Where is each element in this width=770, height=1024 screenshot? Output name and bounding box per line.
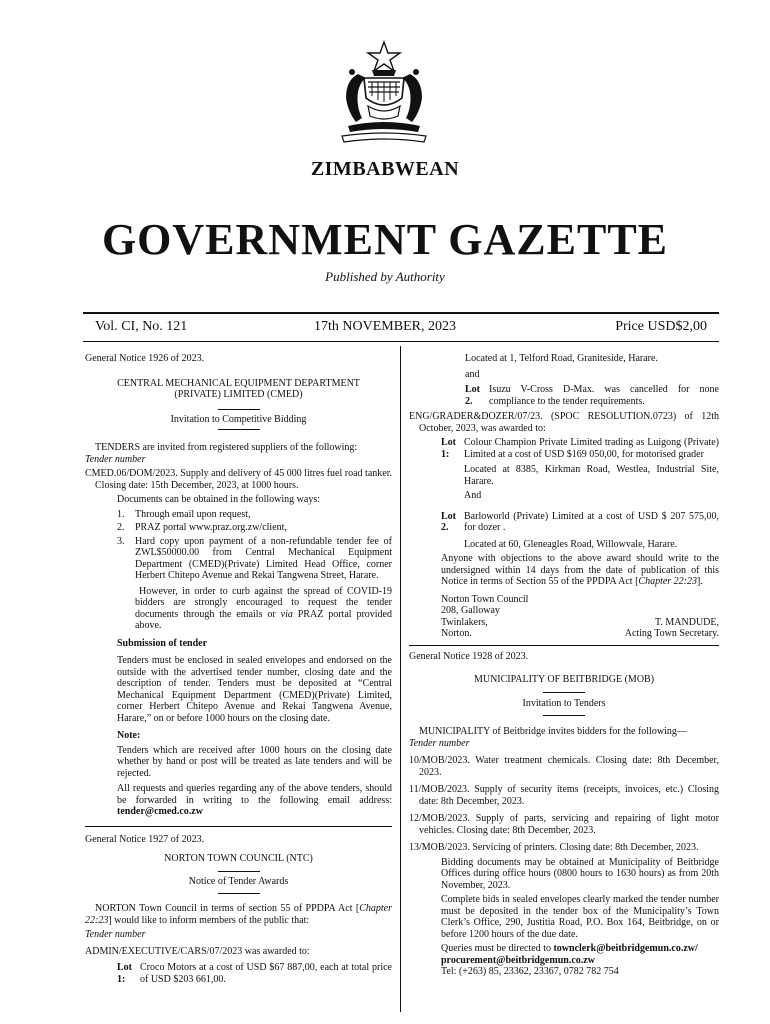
volume-number: Vol. CI, No. 121 — [95, 319, 188, 334]
lot-item — [85, 962, 392, 985]
coat-of-arms-emblem — [328, 40, 440, 152]
separator — [543, 692, 585, 693]
signature-row — [441, 617, 719, 629]
lot-item — [409, 384, 719, 407]
note-text: Tenders which are received after 1000 hours on the closing date whether by hand or post will be treated as late tenders and will be rejected. — [117, 744, 392, 779]
and-text: and — [465, 368, 480, 380]
address-line: 208, Galloway — [441, 605, 500, 616]
beitbridge-email-link[interactable]: townclerk@beitbridgemun.co.zw/ procurement@beitbridgemun.co.zw — [441, 943, 698, 966]
notice-intro: MUNICIPALITY of Beitbridge invites bidders for the following— — [419, 726, 687, 737]
notice-subheading: Invitation to Tenders — [522, 697, 606, 709]
telephone-line: Tel: (+263) 85, 23362, 23367, 0782 782 754 — [441, 966, 619, 977]
notice-intro: TENDERS are invited from registered suppliers of the following: — [95, 442, 358, 453]
notice-subheading: Notice of Tender Awards — [188, 875, 289, 887]
and-text: And — [464, 490, 482, 501]
lot-label: Lot 1: — [117, 962, 132, 985]
lot-label: Lot 1: — [441, 437, 456, 460]
separator — [218, 893, 260, 894]
separator — [543, 715, 585, 716]
tender-item: 13/MOB/2023. Servicing of printers. Closing date: 8th December, 2023. — [409, 842, 699, 853]
tender-item: ADMIN/EXECUTIVE/CARS/07/2023 was awarded to: — [85, 945, 310, 957]
list-text: Hard copy upon payment of a non-refundable tender fee of ZWL$50000.00 from Central Mechanical Equipment Department (CMED)(Private) Limited Head Office, corner Herbert Chitepo Avenue and Rekai Tangwena Street, Harare. — [135, 535, 392, 581]
notice-number: General Notice 1926 of 2023. — [85, 353, 205, 364]
lot-item — [409, 511, 719, 534]
note-heading: Note: — [117, 730, 141, 741]
separator — [218, 871, 260, 872]
queries-paragraph — [85, 783, 392, 818]
tender-item: 10/MOB/2023. Water treatment chemicals. Closing date: 8th December, 2023. — [409, 755, 719, 778]
address-line: Norton Town Council — [441, 593, 529, 605]
notice-number: General Notice 1927 of 2023. — [85, 833, 205, 845]
address-line: Norton. — [441, 628, 472, 639]
column-divider — [400, 346, 401, 1012]
list-number: 1. — [117, 508, 125, 520]
covid-paragraph — [85, 586, 392, 632]
list-number: 2. — [117, 522, 125, 533]
queries-text: All requests and queries regarding any of the above tenders, should be forwarded in writing to the following email address: — [117, 783, 392, 806]
objection-chapter: Chapter 22:23 — [638, 576, 698, 587]
notice-intro — [85, 903, 392, 926]
notice-heading: MUNICIPALITY OF BEITBRIDGE (MOB) — [473, 674, 655, 685]
lot-text: Colour Champion Private Limited trading as Luigong (Private) Limited at a cost of USD $169 050,00, for motorised grader — [464, 437, 719, 460]
objection-text: Anyone with objections to the above award should write to the undersigned within 14 days from the date of publication of this Notice in terms of Section 55 of the PPDPA Act [ — [441, 553, 719, 587]
notice-subheading: Invitation to Competitive Bidding — [170, 413, 307, 425]
signatory-name: T. MANDUDE, — [655, 616, 719, 628]
address-line: Twinlakers, — [441, 616, 488, 628]
tender-item: 12/MOB/2023. Supply of parts, servicing and repairing of light motor vehicles. Closing date: 8th December, 2023. — [409, 813, 719, 836]
lot-item — [409, 437, 719, 460]
intro-chapter: Chapter 22:23 — [85, 903, 392, 926]
gazette-title: GOVERNMENT GAZETTE — [101, 215, 669, 264]
notice-heading: NORTON TOWN COUNCIL (NTC) — [164, 853, 313, 864]
notice-number: General Notice 1928 of 2023. — [409, 650, 529, 662]
lot-text: Croco Motors at a cost of USD $67 887,00, each at total price of USD $203 661,00. — [140, 962, 392, 985]
queries-paragraph — [409, 943, 719, 966]
issue-date: 17th NOVEMBER, 2023 — [314, 319, 456, 334]
tender-email-link[interactable]: tender@cmed.co.zw — [117, 806, 203, 817]
list-number: 3. — [117, 535, 125, 547]
signature-row — [441, 628, 719, 640]
covid-text: However, in order to curb against the spread of COVID-19 bidders are strongly encouraged to request the tender documents through the emails or — [135, 585, 392, 620]
lot-location: Located at 60, Gleneagles Road, Willowvale, Harare. — [464, 538, 678, 550]
lot-location: Located at 1, Telford Road, Graniteside, Harare. — [465, 353, 658, 364]
signature-block — [409, 594, 719, 640]
separator — [218, 429, 260, 430]
intro-text: NORTON Town Council in terms of section 55 of PPDPA Act [ — [95, 903, 360, 914]
lot-label: Lot 2. — [465, 384, 480, 407]
signatory-title: Acting Town Secretary. — [624, 628, 719, 639]
notice-divider — [409, 645, 719, 646]
bidding-documents-text: Bidding documents may be obtained at Municipality of Beitbridge Offices during office hours (0800 hours to 1630 hours) as from 20th November, 2023. — [441, 856, 719, 891]
covid-text-end: PRAZ portal provided above. — [135, 608, 392, 631]
gazette-subtitle: Published by Authority — [325, 269, 445, 284]
lot-text: Isuzu V-Cross D-Max. was cancelled for none compliance to the tender requirements. — [489, 384, 719, 407]
submission-text: Tenders must be enclosed in sealed envelopes and endorsed on the outside with the advertised tender number, closing date and the description of tender. Tenders must be deposited at “Central Mechanical Equipment Department (CMED)(Private) Limited, corner Herbert Chitepo Avenue and Rekai Tangwena Avenue, Harare,” on or before 1000 hours on the closing date. — [117, 655, 392, 724]
tender-number-label: Tender number — [409, 737, 470, 749]
list-item — [85, 522, 392, 534]
header-rule-bottom — [83, 341, 719, 342]
lot-text: Barloworld (Private) Limited at a cost of USD $ 207 575,00, for dozer . — [464, 510, 719, 533]
issue-price: Price USD$2,00 — [615, 319, 707, 334]
list-text: PRAZ portal www.praz.org.zw/client, — [135, 522, 287, 533]
lot-label: Lot 2. — [441, 510, 456, 533]
tender-item: 11/MOB/2023. Supply of security items (receipts, invoices, etc.) Closing date: 8th December, 2023. — [409, 784, 719, 807]
notice-heading: CENTRAL MECHANICAL EQUIPMENT DEPARTMENT (PRIVATE) LIMITED (CMED) — [117, 377, 360, 400]
left-column — [85, 353, 392, 985]
objection-paragraph — [409, 553, 719, 588]
tender-number-label: Tender number — [85, 929, 146, 940]
complete-bids-text: Complete bids in sealed envelopes clearly marked the tender number must be deposited in the tender box of the Municipality’s Town Clerk’s Office, 290, Justitia Road, P.O. Box 164, Beitbridge, on or before 1200 hours of the due date. — [441, 894, 719, 940]
list-item — [85, 509, 392, 521]
separator — [218, 409, 260, 410]
lot-location: Located at 8385, Kirkman Road, Westlea, Industrial Site, Harare. — [464, 464, 719, 487]
covid-via: via — [280, 608, 293, 620]
documents-intro: Documents can be obtained in the following ways: — [117, 494, 321, 505]
submission-heading: Submission of tender — [117, 637, 208, 649]
list-item — [85, 536, 392, 582]
header-rule-top — [83, 312, 719, 314]
gazette-country: ZIMBABWEAN — [310, 158, 460, 180]
notice-divider — [85, 826, 392, 827]
objection-text-end: ]. — [697, 576, 703, 587]
tender-item: ENG/GRADER&DOZER/07/23. (SPOC RESOLUTION.0723) of 12th October, 2023, was awarded to: — [409, 411, 719, 434]
tender-item: CMED.06/DOM/2023. Supply and delivery of 45 000 litres fuel road tanker. Closing date: 15th December, 2023, at 1000 hours. — [85, 468, 392, 491]
intro-text-end: ] would like to inform members of the public that: — [108, 914, 310, 926]
tender-number-label: Tender number — [85, 453, 146, 465]
right-column — [409, 353, 719, 978]
queries-text: Queries must be directed to — [441, 943, 554, 954]
list-text: Through email upon request, — [135, 508, 251, 520]
